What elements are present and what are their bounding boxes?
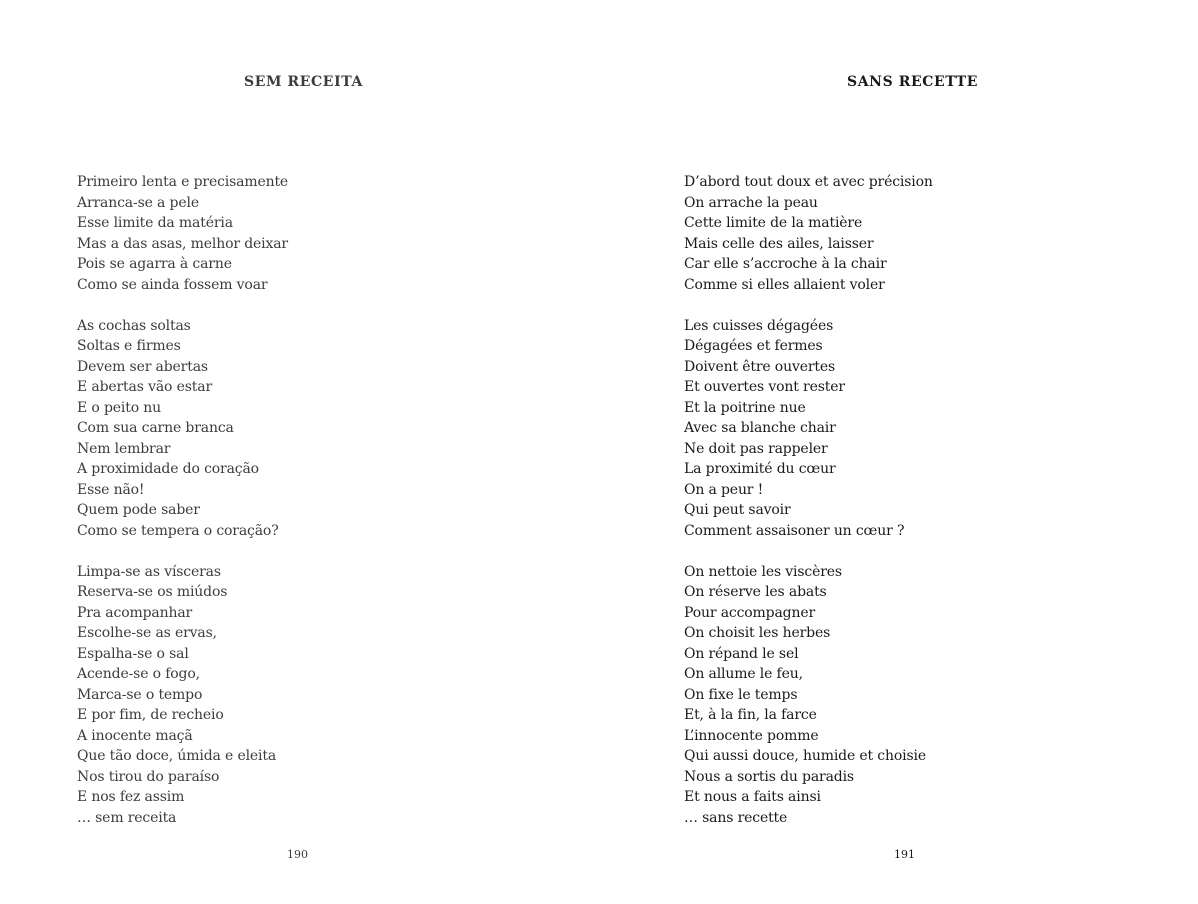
stanza — [684, 172, 933, 295]
poem-line: Et, à la fin, la farce — [684, 707, 817, 723]
poem-line: On choisit les herbes — [684, 625, 831, 641]
stanza — [77, 562, 288, 829]
poem-line: Como se ainda fossem voar — [77, 276, 268, 293]
poem-line: Mas a das asas, melhor deixar — [77, 235, 288, 252]
poem-line: Nem lembrar — [77, 440, 171, 457]
poem-line: Mais celle des ailes, laisser — [684, 235, 874, 252]
poem-body — [77, 172, 288, 849]
poem-line: Cette limite de la matière — [684, 215, 863, 231]
poem-line: Arranca-se a pele — [77, 194, 199, 211]
poem-line: Pra acompanhar — [77, 604, 193, 621]
poem-line: L’innocente pomme — [684, 727, 819, 744]
poem-line: On a peur ! — [684, 481, 764, 498]
poem-line: E abertas vão estar — [77, 379, 212, 395]
poem-line: On arrache la peau — [684, 194, 818, 211]
poem-line: Nos tirou do paraíso — [77, 768, 220, 785]
poem-line: Car elle s’accroche à la chair — [684, 256, 887, 272]
poem-line: On allume le feu, — [684, 666, 803, 682]
poem-line: Avec sa blanche chair — [684, 420, 836, 436]
page-title: SANS RECETTE — [847, 74, 979, 90]
poem-line: Acende-se o fogo, — [77, 666, 200, 682]
poem-line: … sem receita — [77, 809, 177, 826]
poem-line: Comme si elles allaient voler — [684, 276, 885, 293]
page-number: 190 — [287, 848, 308, 861]
poem-line: D’abord tout doux et avec précision — [684, 174, 933, 190]
poem-line: Quem pode saber — [77, 502, 200, 518]
poem-line: E por fim, de recheio — [77, 707, 224, 723]
poem-line: Pour accompagner — [684, 604, 816, 621]
poem-line: Esse não! — [77, 481, 145, 498]
poem-line: Qui peut savoir — [684, 502, 791, 518]
poem-line: On réserve les abats — [684, 584, 827, 600]
poem-line: Limpa-se as vísceras — [77, 563, 221, 580]
poem-line: E o peito nu — [77, 399, 162, 416]
poem-line: On répand le sel — [684, 645, 799, 662]
poem-line: Doivent être ouvertes — [684, 358, 836, 375]
poem-line: Devem ser abertas — [77, 358, 208, 375]
poem-line: Soltas e firmes — [77, 338, 181, 354]
poem-line: La proximité du cœur — [684, 461, 836, 477]
poem-line: Escolhe-se as ervas, — [77, 625, 217, 641]
poem-line: Primeiro lenta e precisamente — [77, 174, 289, 190]
stanza — [684, 562, 933, 829]
poem-line: A inocente maçã — [77, 727, 193, 744]
page-number: 191 — [894, 848, 915, 861]
poem-line: Reserva-se os miúdos — [77, 584, 228, 600]
poem-line: Espalha-se o sal — [77, 645, 189, 662]
poem-line: Com sua carne branca — [77, 420, 234, 436]
poem-line: E nos fez assim — [77, 789, 185, 805]
poem-line: Pois se agarra à carne — [77, 256, 232, 272]
poem-line: Ne doit pas rappeler — [684, 440, 828, 457]
right-page — [599, 0, 1198, 904]
poem-line: Qui aussi douce, humide et choisie — [684, 748, 926, 764]
poem-line: Marca-se o tempo — [77, 686, 203, 703]
poem-line: Dégagées et fermes — [684, 338, 823, 354]
poem-line: Comment assaisoner un cœur ? — [684, 522, 905, 539]
poem-line: Como se tempera o coração? — [77, 522, 279, 539]
poem-body — [684, 172, 933, 849]
stanza — [77, 172, 288, 295]
stanza — [684, 316, 933, 542]
page-title: SEM RECEITA — [244, 74, 363, 90]
stanza — [77, 316, 288, 542]
poem-line: On fixe le temps — [684, 686, 798, 703]
poem-line: Et ouvertes vont rester — [684, 379, 845, 395]
poem-line: Que tão doce, úmida e eleita — [77, 748, 277, 764]
poem-line: Et la poitrine nue — [684, 399, 806, 416]
poem-line: As cochas soltas — [77, 317, 191, 334]
poem-line: Les cuisses dégagées — [684, 317, 834, 334]
poem-line: On nettoie les viscères — [684, 563, 842, 580]
poem-line: Et nous a faits ainsi — [684, 789, 821, 805]
poem-line: A proximidade do coração — [77, 461, 259, 477]
poem-line: … sans recette — [684, 809, 788, 826]
poem-line: Esse limite da matéria — [77, 215, 233, 231]
poem-line: Nous a sortis du paradis — [684, 768, 854, 785]
